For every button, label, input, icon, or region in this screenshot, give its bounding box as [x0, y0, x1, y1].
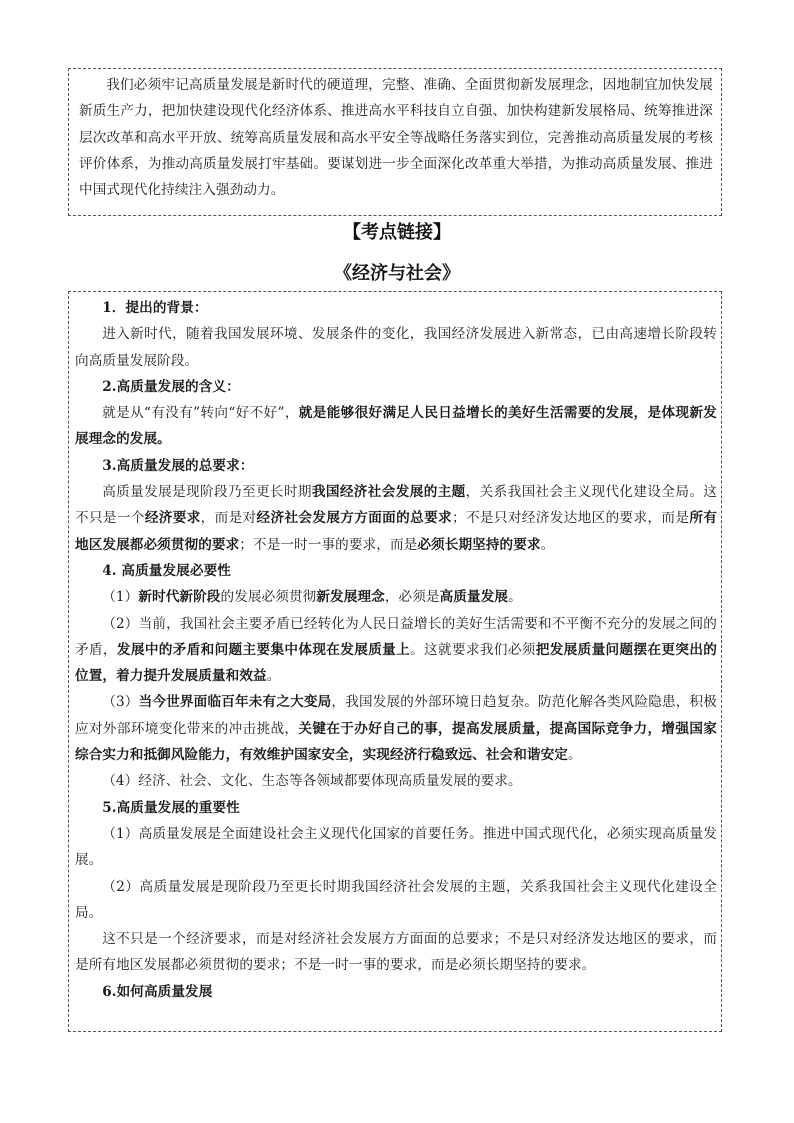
s3-d: 经济要求 — [144, 510, 201, 527]
s4-point-2 — [75, 611, 717, 690]
s4-p3-d: 关键在于办好自己的事，提高发展质量，提高国际竞争力，增强国家综合实力和抵御风险能力，有效维护国家安全，实现经济行稳致远、社会和谐安定 — [75, 720, 717, 764]
content-box — [68, 291, 722, 1032]
s4-p1-c: 的发展必须贯彻 — [220, 589, 317, 606]
s5-point-1: （1）高质量发展是全面建设社会主义现代化国家的首要任务。推进中国式现代化，必须实现高质量发展。 — [75, 825, 717, 869]
intro-paragraph: 我们必须牢记高质量发展是新时代的硬道理，完整、准确、全面贯彻新发展理念，因地制宜加快发展新质生产力，把加快建设现代化经济体系、推进高水平科技自立自强、加快构建新发展格局、统筹推进深层次改革和高水平开放、统筹高质量发展和高水平安全等战略任务落实到位，完善推动高质量发展的考核评价体系，为推动高质量发展打牢基础。要谋划进一步全面深化改革重大举措，为推动高质量发展、推进中国式现代化持续注入强劲动力。 — [79, 77, 713, 199]
s3-e: ，而是对 — [200, 510, 257, 527]
s4-p2-c: 。这就要求我们必须 — [410, 641, 536, 658]
s3-f: 经济社会发展方方面面的总要求 — [256, 510, 452, 527]
s3-g: ；不是只对经济发达地区的要求，而是 — [452, 510, 690, 527]
s3-title: 3.高质量发展的总要求： — [102, 457, 254, 474]
s3-text — [75, 479, 717, 558]
intro-box — [68, 68, 722, 216]
s3-h: 所有地区发展都必须贯彻的要求 — [75, 510, 718, 553]
s4-p2-b: 发展中的矛盾和问题主要集中体现在发展质量上 — [116, 641, 411, 658]
s1-text: 进入新时代，随着我国发展环境、发展条件的变化，我国经济发展进入新常态，已由高速增长阶段转向高质量发展阶段。 — [75, 326, 717, 369]
s4-p3-b: 当今世界面临百年未有之大变局 — [138, 694, 332, 711]
s4-p2-a: （2）当前，我国社会主要矛盾已经转化为人民日益增长的美好生活需要和不平衡不充分的发展之间的矛盾， — [75, 615, 717, 658]
s3-c: ，关系我国社会主义现代化建设全局。这不只是一个 — [75, 484, 717, 527]
s3-b: 我国经济社会发展的主题 — [311, 484, 466, 501]
s4-title: 4. 高质量发展必要性 — [102, 562, 231, 579]
s3-k: 。 — [540, 536, 555, 553]
textbook-subheading: 《经济与社会》 — [334, 263, 460, 284]
s4-p1-g: 。 — [508, 589, 522, 606]
s3-i: ；不是一时一事的要求，而是 — [239, 536, 418, 553]
section-heading: 【考点链接】 — [343, 222, 451, 243]
s4-p1-f: 高质量发展 — [439, 589, 509, 606]
s4-point-1 — [75, 584, 717, 610]
s5-title: 5.高质量发展的重要性 — [102, 799, 240, 816]
s6-title: 6.如何高质量发展 — [102, 983, 213, 1000]
s2-title: 2.高质量发展的含义： — [102, 378, 240, 395]
s4-point-4: （4）经济、社会、文化、生态等各领域都要体现高质量发展的要求。 — [102, 773, 522, 790]
s4-p3-a: （3） — [102, 694, 139, 711]
s5-point-3: 这不只是一个经济要求，而是对经济社会发展方方面面的总要求；不是只对经济发达地区的要求，而是所有地区发展都必须贯彻的要求；不是一时一事的要求，而是必须长期坚持的要求。 — [75, 931, 717, 974]
s4-point-3 — [75, 689, 717, 768]
s3-j: 必须长期坚持的要求 — [417, 536, 541, 553]
s3-a: 高质量发展是现阶段乃至更长时期 — [102, 484, 312, 501]
s1-title: 1．提出的背景： — [102, 300, 208, 316]
s2-text-b: 就是能够很好满足人民日益增长的美好生活需要的发展，是体现新发展理念的发展。 — [75, 405, 717, 448]
s4-p2-e: 。 — [266, 668, 281, 685]
s4-p1-d: 新发展理念 — [316, 589, 385, 606]
s4-p2-d: 把发展质量问题摆在更突出的位置，着力提升发展质量和效益 — [75, 641, 717, 685]
s4-p1-b: 新时代新阶段 — [138, 589, 221, 606]
s4-p3-c: ，我国发展的外部环境日趋复杂。防范化解各类风险隐患，积极应对外部环境变化带来的冲击挑战， — [75, 694, 718, 737]
s2-text — [75, 400, 717, 453]
s5-point-2: （2）高质量发展是现阶段乃至更长时期我国经济社会发展的主题，关系我国社会主义现代化建设全局。 — [75, 878, 717, 921]
s4-p3-e: 。 — [567, 747, 582, 764]
s4-p1-e: ，必须是 — [384, 589, 440, 606]
s2-text-a: 就是从“有没有”转向“好不好”， — [102, 405, 299, 422]
s4-p1-a: （1） — [102, 589, 139, 606]
